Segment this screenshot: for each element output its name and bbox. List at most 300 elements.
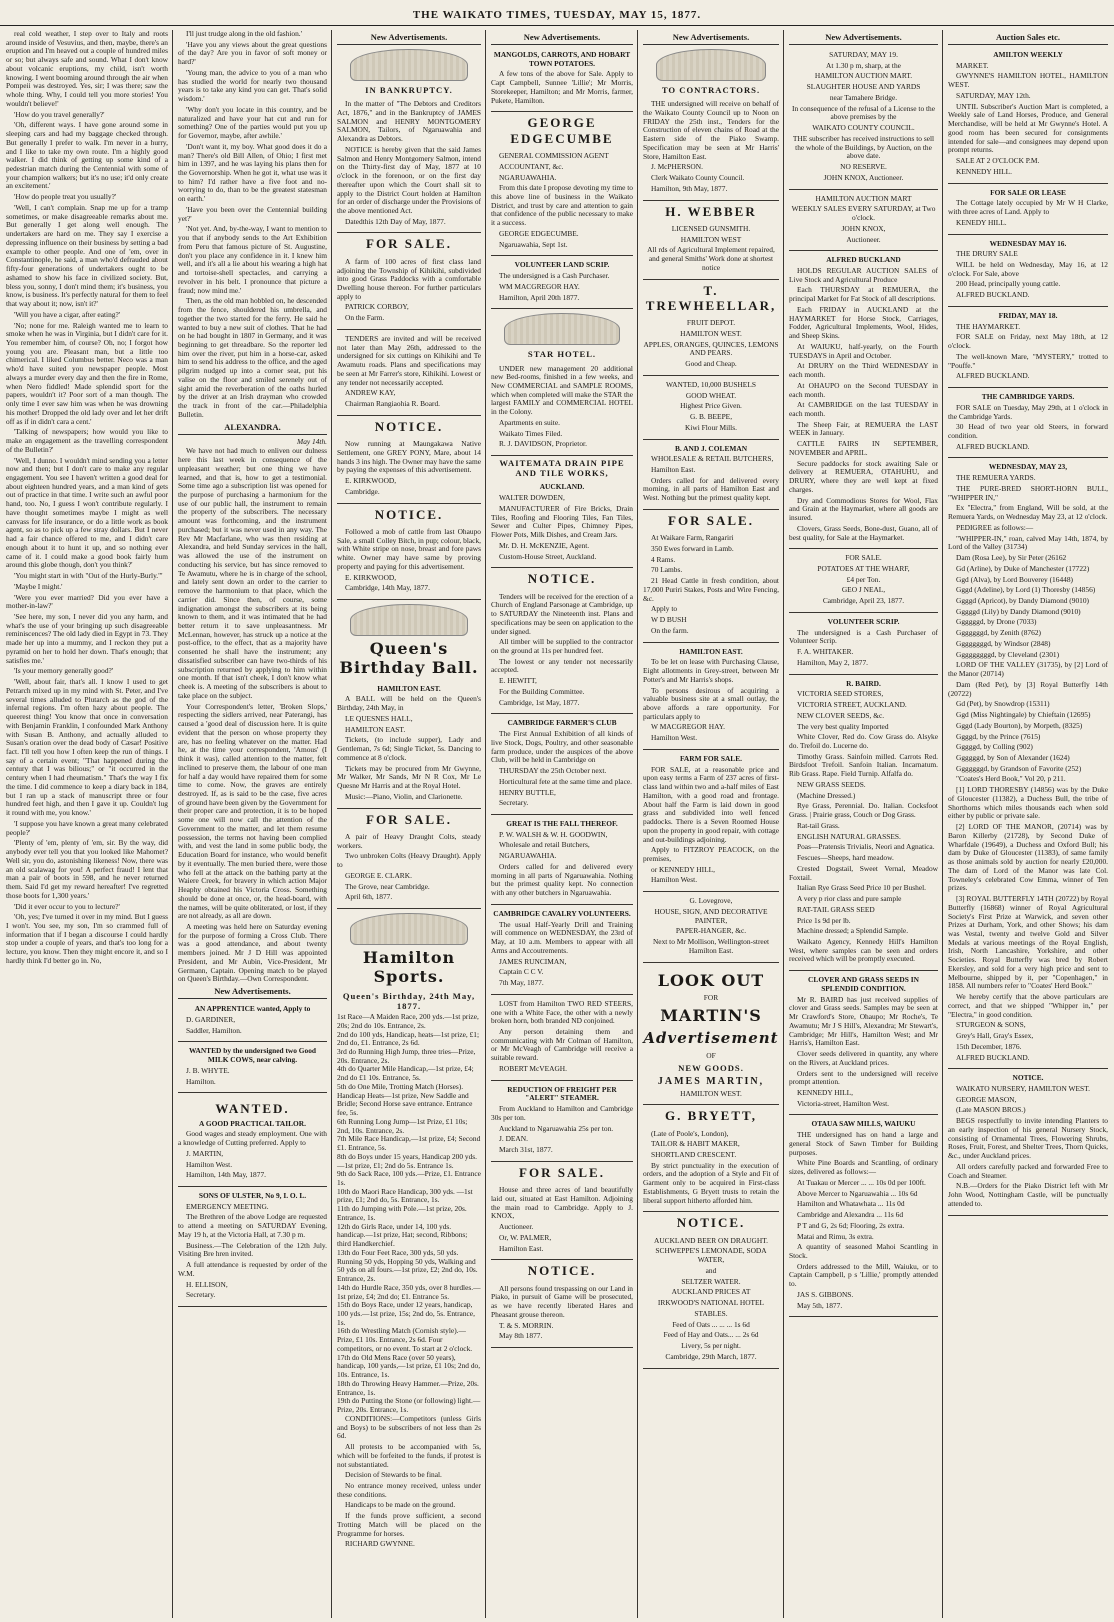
ad-line: Secure paddocks for stock awaiting Sale or delivery at REMUERA, OTAHUHU, and DRURY, where they are well kept at fixed charges.	[789, 458, 938, 494]
ad-line: FARM FOR SALE.	[679, 753, 743, 763]
ad-line: 30 Head of two year old Steers, in forward condition.	[948, 422, 1108, 440]
ad-line: CAMBRIDGE FARMER'S CLUB	[507, 718, 617, 728]
ad-line: N.B.—Orders for the Piako District left with Mr John Wood, Nottingham Castle, will be punctually attended to.	[948, 1181, 1108, 1208]
article-paragraph: 'Did it ever occur to you to lecture?'	[14, 901, 120, 911]
ad-line: Cambridge, April 23, 1877.	[822, 596, 905, 606]
ad-line: JOHN KNOX,	[841, 223, 886, 233]
ad-line: Tickets may be procured from Mr Gwynne, Mr Walker, Mr Sands, Mr N R Cox, Mr Le Quesne Mr Harris and at the Royal Hotel.	[337, 763, 481, 791]
crown-emblem-2	[350, 913, 467, 945]
ad-line: ALFRED BUCKLAND.	[956, 441, 1030, 451]
ad-freight-reduction	[491, 1083, 633, 1162]
ad-line: Mr R. BAIRD has just received supplies of clover and Grass seeds. Samples may be seen at Mr Crawford's Store, Ohaupo; Mr Roche's, Te Awamutu; Mr J S Hill's, Alexandra; Mr Stewart's, Cambridge; Mr Hill's, Hamilton West; and Mr Harris's, Hamilton East.	[789, 994, 938, 1048]
ad-line: Livery, 5s per night.	[681, 1341, 741, 1351]
sports-subtitle: Queen's Birthday, 24th May, 1877.	[342, 990, 476, 1011]
ad-line: Ggggd (Apricot), by Dandy Diamond (9010)	[956, 596, 1090, 605]
ad-line: Hamilton.	[186, 1076, 216, 1086]
ad-line: Each FRIDAY in AUCKLAND at the HAYMARKET for Horse Stock, Carriages, Fodder, Agricultural Implements, Wool, Hides, and Sheep Skins.	[789, 304, 938, 341]
ad-line: Victoria-street, Hamilton West.	[797, 1098, 890, 1108]
ad-colts	[337, 830, 481, 909]
ad-line: Hamilton East.	[499, 1243, 544, 1253]
ad-line: HOLDS REGULAR AUCTION SALES of Live Stock and Agricultural Produce	[789, 265, 938, 284]
article-paragraph: 'Plenty of 'em, plenty of 'em, sir. By the way, did anybody ever tell you that you looked like Mahomet? Well sir, you do, astonishing likeness! Now, there was an old scalawag for you! A perfect fraud! I lent that man a pair of boots in 598, and he never returned them. Said I'd get my reward hereafter! I've regretted those boots for 1,300 years.'	[6, 838, 168, 900]
ad-line: Hamilton West.	[186, 1159, 233, 1169]
ad-line: Orders called for and delivered every morning, in all parts of Hamilton East and West. Nothing but the primest quality kept.	[643, 475, 779, 503]
ad-line: Gd (Arline), by Duke of Manchester (17722)	[956, 563, 1090, 573]
ad-line: Hamilton West.	[651, 875, 698, 885]
ad-line: HAMILTON AUCTION MART	[815, 193, 912, 203]
ad-line: House and three acres of land beautifully laid out, situated at East Hamilton. Adjoining the main road to Cambridge. Apply to J. KNOX,	[491, 1185, 633, 1221]
ad-line: Orders addressed to the Mill, Waiuku, or to Captain Campbell, p s 'Lillie,' promptly attended to.	[789, 1261, 938, 1289]
column-heading: New Advertisements.	[643, 32, 779, 45]
ad-line: GEORGE MASON,	[956, 1094, 1017, 1104]
ad-line: A GOOD PRACTICAL TAILOR.	[199, 1118, 306, 1128]
ad-line: GEO J NEAL,	[841, 585, 886, 595]
ad-line: Business.—The Celebration of the 12th July. Visiting Bre hren invited.	[178, 1240, 327, 1259]
ad-line: At OHAUPO on the Second TUESDAY in each month.	[789, 380, 938, 399]
of-word: OF	[706, 1050, 716, 1060]
ad-line: [2] LORD OF THE MANOR, (20714) was by Baron Killerby (21728), by Second Duke of Wharfdale (19649), a Duchess and Oxford Bull; his dam by Duke of Gloucester (11383), of same family as those animals sold by auction for nearly £20,000. The dam of Lord of the Manor was late Col. Towneley's celebrated Cow Emma, winner of Ten prizes.	[948, 822, 1108, 893]
ad-line: At DRURY on the Third WEDNESDAY in each month.	[789, 361, 938, 380]
ad-line: J. B. WHYTE.	[186, 1065, 230, 1075]
ad-line: Captain C C V.	[499, 967, 544, 977]
ad-line: PATRICK CORBOY,	[345, 302, 409, 312]
ad-slaughter-house	[789, 48, 938, 190]
ad-line: IRKWOOD'S NATIONAL HOTEL	[657, 1298, 765, 1308]
ad-line: Crested Dogstail, Sweet Vernal, Meadow Foxtail.	[789, 863, 938, 882]
article-paragraph: 'Maybe I might.'	[14, 581, 63, 591]
ad-line: From Auckland to Hamilton and Cambridge 30s per ton.	[491, 1104, 633, 1122]
ad-line: Clovers, Grass Seeds, Bone-dust, Guano, all of best quality, for Sale at the Haymarket.	[789, 523, 938, 542]
ad-line: ALFRED BUCKLAND	[826, 255, 901, 265]
ad-line: GREAT IS THE FALL THEREOF.	[506, 819, 618, 829]
ad-line: OTAUA SAW MILLS, WAIUKU	[811, 1119, 916, 1129]
ad-line: E. KIRKWOOD,	[345, 572, 397, 582]
sports-event: 7th Mile Race Handicap,—1st prize, £4; Second £1. Entrance, 5s.	[337, 1134, 481, 1153]
ad-line: Apply to FITZROY PEACOCK, on the premises,	[643, 845, 779, 863]
ad-line: Orders called for and delivered every morning in all parts of Ngaruawahia. Nothing but the primest quality kept. No connection with any other butchers in Ngaruawahia.	[491, 861, 633, 898]
ad-line: PEDIGREE as follows:—	[956, 522, 1034, 532]
ad-line: To be let on lease with Purchasing Clause, Eight allotments in Grey-street, between Mr Potter's and Mr Harris's shops.	[643, 657, 779, 684]
ad-line: T. & S. MORRIN.	[499, 1320, 554, 1330]
ad-line: R. BAIRD.	[846, 678, 881, 688]
ad-line: At 1.30 p m, sharp, at the	[826, 60, 901, 70]
ad-line: J. MARTIN,	[186, 1148, 224, 1158]
ad-line: AN APPRENTICE wanted, Apply to	[194, 1004, 311, 1014]
ad-line: GENERAL COMMISSION AGENT	[499, 151, 609, 161]
ad-line: FRUIT DEPOT.	[686, 318, 736, 328]
royal-arms-emblem	[350, 49, 467, 81]
trewheellar-title: T. TREWHEELLAR,	[645, 282, 777, 313]
ad-apprentice	[178, 1002, 327, 1042]
ad-line: If the funds prove sufficient, a second Trotting Match will be placed on the Programme for horses.	[337, 1511, 481, 1538]
column-1	[2, 30, 173, 1618]
ad-line: WAIKATO NURSERY, HAMILTON WEST.	[956, 1083, 1090, 1093]
ad-line: POTATOES AT THE WHARF,	[817, 564, 910, 573]
ad-line: SATURDAY, MAY 12th.	[956, 90, 1031, 100]
ad-line: JOHN KNOX, Auctioneer.	[823, 172, 904, 182]
ad-line: THE CAMBRIDGE YARDS.	[981, 392, 1075, 402]
ad-line: [3] ROYAL BUTTERFLY 14TH (20722) by Royal Butterfly (16868) winner of Royal Agricultural Society's First Prize at Warwick, and seven other Prizes at Durham, York, and other Shows; his dam was Vestal, twenty and twelve Gold and Silver Medals at various meetings of the Royal English, Irish, North Lancashire, Yorkshire, and other Societies. Royal Butterfly was bred by Robert Ekersley, and sold for a very high price and sent to Melbourne, shipped by it, per "Copenhagen," in 1858. All numbers refer to "Coates' Herd Book."	[948, 894, 1108, 991]
column-heading: New Advertisements.	[491, 32, 633, 45]
article-paragraph: 'See here, my son, I never did you any harm, and what's the use of your bringing up such disagreeable reminiscences? The old lady died in Egypt in 73. They made her up into a mummy, and I reckon they put a pyramid on her to hold her down. That's enough; that satisfies me.'	[6, 612, 168, 665]
ad-line: RAT-TAIL GRASS SEED	[797, 904, 875, 914]
ad-edgecumbe	[491, 149, 633, 256]
ad-line: MARKET.	[956, 60, 989, 70]
ad-line: PAPER-HANGER, &c.	[675, 926, 747, 936]
ad-line: HOUSE, SIGN, AND DECORATIVE PAINTER,	[654, 906, 768, 925]
ad-parsonage-tenders	[491, 590, 633, 715]
ad-line: WAIKATO COUNTY COUNCIL.	[812, 123, 915, 133]
ad-line: and	[705, 1265, 717, 1275]
ad-line: CONDITIONS:—Competitors (unless Girls and Boys) to be subscribers of not less than 2s 6d.	[337, 1413, 481, 1441]
ad-line: MANGOLDS, CARROTS, AND HOBART TOWN POTATOES.	[493, 50, 631, 68]
ad-line: Dam (Rosa Lee), by Sir Peter (26162	[956, 553, 1067, 563]
ad-contractors	[643, 97, 779, 200]
ad-line: F. A. WHITAKER.	[797, 647, 854, 657]
ad-line: THE undersigned will receive on behalf of the Waikato County Council up to Noon on FRIDAY the 25th inst., Tenders for the Construction of eleven chains of Road at the Eastern side of the Piako Swamp. Specification may be seen at Mr Harris' Store, Hamilton East.	[643, 99, 779, 161]
ad-line: Fescues—Sheeps, hard meadow.	[797, 853, 894, 863]
masthead: THE WAIKATO TIMES, TUESDAY, MAY 15, 1877.	[0, 0, 1114, 26]
ad-line: Hamilton, April 20th 1877.	[499, 292, 580, 302]
ad-line: G. Lovegrove,	[689, 896, 733, 906]
ad-line: AMILTON WEEKLY	[993, 50, 1063, 60]
article-paragraph: 'Don't want it, my boy. What good does it do a man? There's old Bill Allen, of Ohio; I first met him in 1397, and he was laying his plans then for the Governorship. When he got it, what use was it to him? I'd rather have a five foot and no-worrying to do, than to be the greatest statesman on earth.'	[178, 141, 327, 204]
ad-farm-kihikihi	[337, 255, 481, 330]
ad-line: Gd (Pet), by Snowdrop (15311)	[956, 699, 1050, 709]
ad-line: FOR SALE.	[845, 553, 882, 563]
ad-line: Hamilton West.	[651, 733, 698, 743]
ad-line: May 8th 1877.	[499, 1331, 543, 1341]
ad-fruit-depot	[643, 316, 779, 376]
ad-line: WEEKLY SALES EVERY SATURDAY, at Two o'clock.	[791, 204, 936, 223]
ad-line: Gggggd, by Colling (902)	[956, 742, 1033, 752]
ad-line: Waikato Times Filed.	[499, 428, 563, 438]
ad-line: LICENSED GUNSMITH.	[671, 223, 751, 233]
ad-line: Hamilton, 14th May, 1877.	[186, 1170, 266, 1180]
ad-line: ALFRED BUCKLAND.	[956, 371, 1030, 381]
ad-line: W D BUSH	[651, 615, 687, 625]
article-paragraph: 'Young man, the advice to you of a man who has studied the world for nearly two thousand years is to take any kind you can get. That's solid wisdom.'	[178, 67, 327, 104]
ad-waikare-farm	[643, 531, 779, 642]
bankruptcy-title: IN BANKRUPTCY.	[365, 85, 453, 96]
column-4	[487, 30, 638, 1618]
ad-line: Or, W. PALMER,	[499, 1232, 552, 1242]
ad-line: (Late of Poole's, London),	[651, 1128, 729, 1138]
ad-auction-mart	[789, 192, 938, 252]
ad-line: [1] LORD THORESBY (14856) was by the Duke of Gloucester (11382), a Duchess Bull, the tribe of Shorthorns which miles thousands each when sold either by public or private sale.	[948, 785, 1108, 821]
ad-line: BEGS respectfully to invite intending Planters to an early inspection of his general Nursery Stock, consisting of Ornamental Trees, Flowering Shrubs, Roses, Fruit, Forest, and Shelter Trees, Thorn Quicks, &c., under Auckland prices.	[948, 1116, 1108, 1161]
for-word: FOR	[703, 993, 719, 1003]
ad-line: JAS S. GIBBONS.	[797, 1289, 854, 1299]
ad-line: Secretary.	[499, 798, 529, 808]
article-paragraph: real cold weather, I step over to Italy and roots around inside of Vesuvius, and then, maybe, there's an eruption and I'm heaved out a couple of hundred miles or so; but always safe and sound. What I don't know about volcanic eruptions, my child, isn't worth knowing. I went booming around through the air when Pompeii was destroyed. Yes, sir; I was there; saw the whole thing. Why, I could tell you more stories! You wouldn't believe!'	[6, 30, 168, 108]
column-3	[333, 30, 486, 1618]
ad-line: On the farm.	[651, 625, 689, 635]
ad-line: "Coates's Herd Book," Vol 20, p 211.	[956, 774, 1066, 784]
ad-line: HENRY BUTTLE,	[499, 787, 556, 797]
ad-line: No entrance money received, unless under these conditions.	[337, 1480, 481, 1499]
sports-event: 4th do Quarter Mile Handicap,—1st prize, £4; 2nd do £1 10s. Entrance, 5s.	[337, 1064, 474, 1083]
ad-alfred-buckland	[789, 253, 938, 549]
ad-line: Kiwi Flour Mills.	[685, 422, 737, 432]
ad-trespass-notice	[491, 1282, 633, 1348]
royal-arms-emblem	[656, 49, 767, 81]
ad-line: Decision of Stewards to be final.	[345, 1470, 442, 1480]
ad-whipper-in-bull	[948, 460, 1108, 1069]
for-sale-title: FOR SALE.	[668, 512, 754, 528]
ad-haymarket	[948, 309, 1108, 388]
ad-line: Cambridge and Alexandra ... 11s 6d	[797, 1210, 904, 1220]
ad-line: NEW CLOVER SEEDS, &c.	[797, 710, 885, 720]
article-paragraph: 'Well, I can't complain. Snap me up for a tramp sometimes, or make disagreeable remarks about me. But generally I get along well enough. The undertakers are hard on me. They say I exercise a depressing influence on their business by setting a bad example to other people. And one of 'em, over in Constantinople, he said, a man who'd defrauded about fifty-four generations of undertakers ought to be ashamed to show his face in civilized society. But, bless you, sonny, I don't mind them; it's business, you know, is business. It's perfectly natural for them to feel that way about it; now, isn't it?'	[6, 202, 168, 309]
ad-line: GEORGE EDGECUMBE.	[499, 228, 579, 238]
ad-line: LORD OF THE VALLEY (31735), by [2] Lord of the Manor (20714)	[948, 660, 1108, 679]
ad-lovegrove	[643, 894, 779, 962]
ad-hamilton-east-lease	[643, 645, 779, 750]
ad-line: All orders carefully packed and forwarded Free to Coach and Steamer.	[948, 1161, 1108, 1180]
ad-line: ANDREW KAY,	[345, 388, 396, 398]
ad-line: Auctioneer.	[499, 1222, 534, 1232]
ad-line: Orders sent to the undersigned will receive prompt attention.	[789, 1068, 938, 1087]
ad-line: SALE AT 2 O'CLOCK P.M.	[956, 156, 1040, 166]
ad-line: March 31st, 1877.	[499, 1145, 553, 1155]
ad-line: VOLUNTEER SCRIP.	[827, 616, 900, 626]
ad-line: To persons desirous of acquiring a valuable business site at a small outlay, the above affords a rare opportunity. For particulars apply to	[643, 685, 779, 721]
ad-line: 70 Lambs.	[651, 565, 683, 575]
ad-line: WM MACGREGOR HAY.	[499, 281, 580, 291]
ad-line: Chairman Rangiaohia R. Board.	[345, 399, 441, 409]
ad-line: (Late MASON BROS.)	[956, 1105, 1026, 1115]
correspondence-paragraph: A meeting was held here on Saturday evening for the purpose of forming a Cross Club. There was a good attendance, and about twenty members joined. Mr J D Hill was appointed President, and Mr Aubin, Vice-President, Mr Germann, Captain. Opening match to be played on Queen's Birthday.—Own Correspondent.	[178, 921, 327, 984]
ad-line: WILL be held on Wednesday, May 16, at 12 o'clock. For Sale, above	[948, 259, 1108, 278]
ad-line: R. J. DAVIDSON, Proprietor.	[499, 439, 587, 449]
ad-line: LE QUESNES HALL,	[345, 713, 413, 723]
star-emblem	[504, 313, 620, 345]
article-paragraph: I'll just trudge along in the old fashion.'	[186, 30, 302, 38]
ad-line: TENDERS are invited and will be received not later than May 26th, addressed to the undersigned for six cuttings on Kihikihi and Te Awamutu roads. Plans and specifications may be seen at Mr Farrer's store, Kihikihi. Lowest or any tender not necessarily accepted.	[337, 333, 481, 387]
ad-line: Any person detaining them and communicating with Mr Colman of Hamilton, or Mr McVeagh of Cambridge will receive a suitable reward.	[491, 1026, 633, 1063]
ad-line: THE REMUERA YARDS.	[956, 473, 1036, 483]
ad-line: In the matter of "The Debtors and Creditors Act, 1876," and in the Bankruptcy of JAMES SALMON and HENRY MONTGOMERY SALMON, Tailors, of Ngaruawahia and Alexandra as Debtors.	[337, 99, 481, 144]
alexandra-date: May 14th.	[297, 436, 327, 446]
ad-line: The lowest or any tender not necessarily accepted.	[491, 656, 633, 675]
ad-line: Auctioneer.	[846, 234, 881, 244]
sports-event: 9th do Sack Race, 100 yds.—Prize, £1. Entrance 1s.	[337, 1169, 481, 1187]
ad-line: UNDER new management 20 additional new Bed-rooms, finished in a few weeks, and New COMMERCIAL and SAMPLE ROOMS, which when completed will make the STAR the largest FAMILY and COMMERCIAL HOTEL in the Colony.	[491, 363, 633, 417]
ad-line: W MACGREGOR HAY.	[651, 722, 725, 732]
ad-gunsmith	[643, 222, 779, 280]
ad-line: Ggggggd, by Drone (7033)	[956, 617, 1037, 627]
ad-line: A BALL will be held on the Queen's Birthday, 24th May, in	[337, 694, 481, 713]
ad-line: HAMILTON EAST.	[345, 724, 406, 734]
edgecumbe-title: GEORGE EDGECUMBE	[510, 115, 614, 146]
ad-line: FOR SALE on Friday, next May 18th, at 12 o'clock.	[948, 332, 1108, 351]
ad-line: NOTICE.	[1012, 1073, 1044, 1083]
ad-bankruptcy	[337, 97, 481, 233]
ad-line: Tenders will be received for the erection of a Church of England Parsonage at Cambridge, up to SATURDAY the Nineteenth inst. Plans and specifications may be seen on application to the under signed.	[491, 591, 633, 636]
ad-line: Hamilton East.	[651, 464, 696, 474]
ad-sons-of-ulster	[178, 1189, 327, 1307]
ad-weekly-market	[948, 48, 1108, 184]
ad-tenders-roads	[337, 332, 481, 416]
ad-line: WANTED by the undersigned two Good MILK COWS, near calving.	[188, 1046, 317, 1065]
ad-line: H. ELLISON,	[186, 1279, 228, 1289]
article-paragraph: 'No; none for me. Raleigh wanted me to learn to smoke when he was in Virginia, but I didn't care for it. You remember him, of course? Oh, no; I forgot how young you are. Pleasant man, but a little too chimerical. I liked Columbus better. Neco was a man who'd have suited you newspaper people. Most always a murder every day and then the fire in Rome, when Nero fiddled! Made splendid sport for the papers, wouldn't it? Poor sort of a man though. The only time I ever saw him was when he was drowning his mother! Dropped the old lady over and let her drift off as if in didn't cara a cent.'	[6, 320, 168, 426]
sports-event: 15th do Boys Race, under 12 years, handicap, 100 yds.—1st prize, 15s; 2nd do, 5s. Entrance, 1s.	[337, 1300, 475, 1327]
column-heading: New Advertisements.	[337, 32, 481, 45]
ad-line: Gggggd (Lily) by Dandy Diamond (9010)	[956, 606, 1081, 616]
ad-milk-cows	[178, 1044, 327, 1093]
ad-line: Auckland to Ngaruawahia 25s per ton.	[499, 1123, 614, 1133]
ad-line: From this date I propose devoting my time to this above line of business in the Waikato District, and trust by care and attention to gain that confidence of the public necessary to make it a success.	[491, 183, 633, 228]
ad-line: WALTER DOWDEN,	[499, 493, 565, 503]
ad-sale-or-lease	[948, 186, 1108, 235]
ad-line: The undersigned is a Cash Purchaser.	[499, 271, 610, 281]
ad-line: GEORGE E. CLARK.	[345, 870, 412, 880]
ad-line: A very p rior class and pure sample	[797, 894, 902, 904]
notice-title-2: NOTICE.	[527, 1263, 597, 1279]
ad-line: Two unbroken Colts (Heavy Draught). Apply to	[337, 851, 481, 870]
ad-queens-ball	[337, 682, 481, 809]
ad-line: UNTIL Subscriber's Auction Mart is completed, a Weekly sale of Land Horses, Produce, and General Merchandise, will be held at Mr Gwynne's Hotel. A good room has been secured for consignments intended for sale—and consignees may depend upon prompt returns.	[948, 101, 1108, 155]
column-6	[785, 30, 943, 1618]
newspaper-columns	[0, 30, 1114, 1620]
ad-line: Highest Price Given.	[680, 401, 742, 411]
sports-event: 18th do Throwing Heavy Hammer.—Prize, 20s. Entrance, 1s.	[337, 1378, 479, 1397]
ad-line: 350 Ewes forward in Lamb.	[651, 543, 734, 553]
ad-line: THE subscriber has received instructions to sell the whole of the Buildings, by Auction, on the above date.	[792, 133, 935, 161]
ad-line: Rat-tail Grass.	[797, 820, 840, 830]
martins-heading: MARTIN'S	[660, 1006, 762, 1026]
bryett-title: G. BRYETT,	[665, 1108, 757, 1124]
ad-line: April 6th, 1877.	[345, 892, 393, 902]
article-paragraph: 'Oh, different ways. I have gone around some in sleeping cars and had my baggage checked through. But generally I prefer to walk. I'm never in a hurry, and I like to take my own route. I'm a highly good walker. I did think of getting up some kind of a pedestrian match during the Centennial with some of your champion walkers; but it's no use; it'd only create an excitement.'	[6, 120, 168, 191]
alexandra-heading: ALEXANDRA.	[178, 422, 327, 435]
article-paragraph: 'Were you ever married? Did you ever have a mother-in-law?'	[6, 592, 168, 611]
sports-event: 16th do Wrestling Match (Cornish style).—Prize, £1 10s. Entrance, 2s 6d. Four competitors, or no event. To start at 2 o'clock.	[337, 1326, 473, 1353]
ad-line: Dam (Red Pet), by [3] Royal Butterfly 14th (20722)	[948, 679, 1108, 698]
ad-line: SCHWEPPE'S LEMONADE, SODA WATER,	[655, 1246, 767, 1265]
ad-martins-goods	[643, 965, 779, 1106]
ad-farm-for-sale	[643, 752, 779, 892]
article-paragraph: 'How do people treat you usually?'	[14, 192, 117, 202]
ad-line: SLAUGHTER HOUSE AND YARDS	[806, 82, 921, 92]
ad-line: Grey's Hall, Gray's Essex,	[956, 1031, 1034, 1041]
ad-line: A few tons of the above for Sale. Apply to Capt Campbell, Sunnee 'Lillie'; Mr Morris, Storekeeper, Hamilton; and Mr Morris, farmer, Pukete, Hamilton.	[491, 69, 633, 105]
ad-line: 15th December, 1876.	[956, 1041, 1022, 1051]
ad-line: Good and Cheap.	[685, 359, 737, 369]
ad-line: D. GARDINER,	[186, 1014, 236, 1024]
ad-waikato-nursery	[948, 1071, 1108, 1215]
ad-line: FOR SALE on Tuesday, May 29th, at 1 o'clock in the Cambridge Yards.	[948, 402, 1108, 421]
ad-line: Clover seeds delivered in quantity, any where on the Rivers, at Auckland prices.	[789, 1049, 938, 1067]
ad-line: Ggggggggd, by Windsor (2848)	[956, 638, 1051, 648]
ad-line: ENGLISH NATURAL GRASSES.	[797, 831, 901, 841]
james-martin: JAMES MARTIN,	[657, 1075, 765, 1087]
ad-line: All rds of Agricultural Implement repaired, and general Smiths' Work done at shortest notice	[647, 245, 775, 272]
article-paragraph: 'Is your memory generally good?'	[14, 666, 114, 676]
ad-line: Hamilton, 9th May, 1877.	[651, 183, 728, 193]
ad-line: STURGEON & SONS,	[956, 1020, 1026, 1030]
ad-line: SONS OF ULSTER, No 9, I. O. L.	[198, 1191, 307, 1201]
ad-line: AUCKLAND BEER ON DRAUGHT.	[653, 1235, 768, 1245]
ad-line: FOR SALE, at a reasonable price and upon easy terms a Farm of 237 acres of first-class land within two and a-half miles of East Hamilton, with a good road and frontage. About half the Farm is laid down in good grass and subdivided into well fenced paddocks. There is a Seven Roomed House upon the property in good repair, with cottage and out-buildings adjoining.	[643, 764, 779, 844]
ad-line: Gggggggggd, by Cleveland (2301)	[956, 649, 1060, 659]
ad-line: GWYNNE'S HAMILTON HOTEL, HAMILTON WEST.	[948, 71, 1108, 90]
ad-line: G. B. BEEPE,	[689, 412, 733, 422]
sports-event: 12th do Girls Race, under 14, 100 yds. handicap.—1st prize, Hat; second, Ribbons; third Handkerchief.	[337, 1221, 468, 1249]
ad-coleman-butchers	[643, 442, 779, 510]
ad-line: CLOVER AND GRASS SEEDS IN SPLENDID CONDITION.	[808, 975, 919, 993]
article-paragraph: 'Have you been over the Centennial building yet?'	[178, 204, 327, 223]
column-heading: Auction Sales etc.	[948, 32, 1108, 45]
webber-title: H. WEBBER	[665, 203, 757, 219]
sports-event: 5th do One Mile, Trotting Match (Horses). Handicap Heats—1st prize, New Saddle and Bridle; Second Horse save entrance. Entrance fee, 5s.	[337, 1081, 473, 1118]
ad-line: Poas—Pratensis Trivialis, Neori and Agnatica.	[797, 842, 935, 852]
ad-line: NGARUAWAHIA.	[499, 172, 557, 182]
ad-line: Hamilton and Whatawhata ... 11s 0d	[797, 1199, 905, 1209]
ad-line: Secretary.	[186, 1290, 216, 1300]
for-sale-title-2: FOR SALE.	[366, 811, 452, 827]
ad-line: NEW GRASS SEEDS.	[797, 779, 866, 789]
ad-line: The well-known Mare, "MYSTERY," trotted to "Pouffe."	[948, 351, 1108, 370]
ball-title: Queen's Birthday Ball.	[339, 638, 479, 677]
ad-line: THE PURE-BRED SHORT-HORN BULL, "WHIPPER IN,"	[948, 483, 1108, 502]
ad-line: Cambridge, 1st May, 1877.	[499, 697, 580, 707]
sports-event: 8th do Boys under 15 years, Handicap 200 yds.—1st prize, £1; 2nd do 5s. Entrance 1s.	[337, 1151, 477, 1170]
ad-line: All timber will be supplied to the contractor on the ground at 11s per hundred feet.	[491, 637, 633, 655]
ad-line: VOLUNTEER LAND SCRIP.	[514, 260, 610, 270]
article-paragraph: 'Well, about fair, that's all. I know I used to get Petrarch mixed up in my mind with St. Peter, and I've several times alluded to Plutarch as the god of the infernal regions. I'm often hazy about people. The queerest thing! You know that once in conversation with Benjamin Franklin, I confounded Mark Anthony with Susan B. Anthony, and actually alluded to Susan's oration over the dead body of Cæsar! Positive fact. I'll tell you how I often keep the run of things. I say of a certain event; "That happened during the century that I was bilious;" or "it occurred in the century when I had rheumatism." That's the way I fix the time. I did commence to keep a diary back in 184, but I ran up a stack of manuscript three or four hundred feet high, and then I gave it up. Couldn't lug it round with me, you know.'	[6, 677, 168, 818]
ad-line: In consequence of the refusal of a License to the above premises by the	[791, 103, 936, 122]
crown-emblem	[350, 604, 467, 636]
ad-line: Ggd (Alva), by Lord Bouverey (16448)	[956, 574, 1073, 584]
ad-colley-bitch	[337, 525, 481, 600]
ad-line: All persons found trespassing on our Land in Piako, in pursuit of Game will be prosecuted, as we have recently liberated Hares and Pheasant grouse thereon.	[491, 1283, 633, 1319]
ad-line: Above Mercer to Ngaruawahia ... 10s 6d	[797, 1188, 918, 1198]
ad-line: Ex "Electra," from England, Will be sold, at the Remuera Yards, on Wednesday May 23, at 12 o'clock.	[948, 503, 1108, 522]
ad-line: The First Annual Exhibition of all kinds of live Stock, Dogs, Poultry, and other seasonable farm produce, under the auspices of the above Club, will be held in Cambridge on	[491, 729, 633, 765]
ad-line: White Pine Boards and Scantling, of ordinary sizes, delivered as follows:—	[789, 1158, 938, 1177]
ad-line: Matai and Rimu, 3s extra.	[797, 1231, 874, 1241]
ad-line: Gggggggd, by Zenith (8762)	[956, 628, 1041, 638]
article-paragraph: 'You might start in with "Out of the Hurly-Burly."'	[14, 571, 163, 581]
sports-event: 1st Race—A Maiden Race, 200 yds.—1st prize, 20s; 2nd do 10s. Entrance, 2s.	[337, 1012, 479, 1030]
ad-line: At Waikare Farm, Rangariri	[651, 533, 734, 543]
sports-event: 3rd do Running High Jump, three tries—Prize, 20s. Entrance, 2s.	[337, 1046, 476, 1065]
ad-line: APPLES, ORANGES, QUINCES, LEMONS AND PEARS.	[643, 339, 779, 358]
ad-line: WANTED, 10,000 BUSHELS	[666, 379, 756, 389]
ad-saw-mills	[789, 1117, 938, 1317]
sports-event: 10th do Maori Race Handicap, 300 yds. —1st prize, £1; 2nd do, 5s. Entrance, 1s.	[337, 1186, 473, 1205]
ad-line: On the Farm.	[345, 313, 385, 323]
ad-line: KENNEDY HILL,	[797, 1087, 853, 1097]
notice-title: NOTICE.	[676, 1215, 746, 1231]
ad-line: LOST from Hamilton TWO RED STEERS, one with a White Face, the other with a newly broken horn, both branded ND conjoined.	[491, 998, 633, 1026]
ad-line: Ngaruawahia, Sept 1st.	[499, 239, 568, 249]
ad-line: WEDNESDAY MAY 16.	[989, 238, 1067, 248]
ad-line: Apartments en suite.	[499, 417, 560, 427]
ad-line: AUCKLAND PRICES AT	[671, 1287, 751, 1297]
ad-line: Next to Mr Mollison, Wellington-street Hamilton East.	[652, 937, 770, 955]
ad-line: Mr. D. H. McKENZIE, Agent.	[499, 540, 590, 550]
ad-wheat-wanted	[643, 378, 779, 440]
article-paragraph: 'Talking of newspapers; how would you like to make an engagement as the travelling correspondent of the Bulletin?'	[6, 427, 168, 454]
ad-line: THE HAYMARKET.	[956, 321, 1021, 331]
star-hotel-title: STAR HOTEL.	[527, 349, 597, 360]
ad-line: Clerk Waikato County Council.	[651, 173, 745, 183]
ad-butchers-walsh	[491, 817, 633, 905]
